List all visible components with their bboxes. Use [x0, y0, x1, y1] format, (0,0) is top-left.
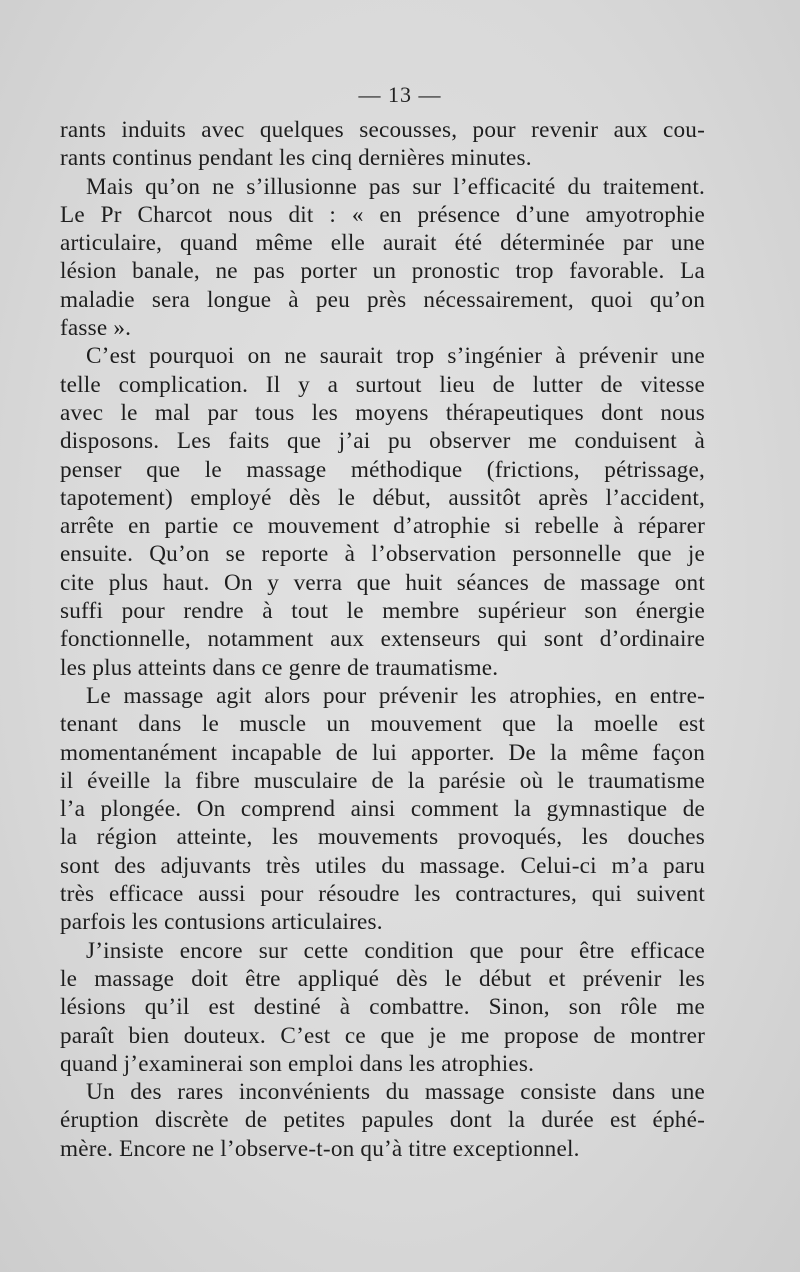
text-line: fonctionnelle, notamment aux extenseurs qui sont d’ordinaire — [60, 626, 705, 653]
text-line: fasse ». — [60, 315, 132, 342]
text-line: Un des rares inconvénients du massage consiste dans une — [86, 1079, 705, 1106]
text-line: les plus atteints dans ce genre de traumatisme. — [60, 654, 499, 681]
text-line: rants continus pendant les cinq dernières minutes. — [60, 145, 532, 172]
text-line: suffi pour rendre à tout le membre supérieur son énergie — [60, 598, 705, 625]
text-line: sont des adjuvants très utiles du massage. Celui-ci m’a paru — [60, 852, 705, 879]
text-line: tapotement) employé dès le début, aussitôt après l’accident, — [60, 484, 705, 511]
paragraph — [60, 116, 705, 173]
text-line: le massage doit être appliqué dès le début et prévenir les — [60, 965, 705, 992]
text-line: maladie sera longue à peu près nécessairement, quoi qu’on — [60, 286, 705, 313]
text-line: avec le mal par tous les moyens thérapeutiques dont nous — [60, 399, 705, 426]
text-line: Le Pr Charcot nous dit : « en présence d’une amyotrophie — [60, 201, 705, 228]
text-line: l’a plongée. On comprend ainsi comment la gymnastique de — [60, 796, 705, 823]
text-line: cite plus haut. On y verra que huit séances de massage ont — [60, 569, 705, 596]
text-line: éruption discrète de petites papules dont la durée est éphé- — [60, 1107, 705, 1134]
paragraph — [60, 173, 705, 343]
text-line: lésions qu’il est destiné à combattre. Sinon, son rôle me — [60, 994, 705, 1021]
text-line: la région atteinte, les mouvements provoqués, les douches — [60, 824, 705, 851]
paragraph — [60, 682, 705, 937]
text-line: rants induits avec quelques secousses, pour revenir aux cou- — [60, 117, 705, 143]
text-line: tenant dans le muscle un mouvement que la moelle est — [60, 711, 705, 738]
text-line: parfois les contusions articulaires. — [60, 909, 383, 936]
text-line: J’insiste encore sur cette condition que pour être efficace — [86, 937, 705, 964]
paragraph — [60, 937, 705, 1078]
text-line: telle complication. Il y a surtout lieu de lutter de vitesse — [60, 371, 705, 398]
text-line: très efficace aussi pour résoudre les contractures, qui suivent — [60, 881, 705, 908]
text-line: mère. Encore ne l’observe-t-on qu’à titre exceptionnel. — [60, 1135, 580, 1162]
text-line: momentanément incapable de lui apporter. De la même façon — [60, 739, 705, 766]
text-line: paraît bien douteux. C’est ce que je me propose de montrer — [60, 1022, 705, 1049]
text-line: quand j’examinerai son emploi dans les atrophies. — [60, 1050, 535, 1077]
page-number: — 13 — — [358, 82, 442, 107]
paragraph — [60, 1078, 705, 1163]
text-line: penser que le massage méthodique (frictions, pétrissage, — [60, 456, 705, 483]
paragraph — [60, 342, 705, 682]
text-line: C’est pourquoi on ne saurait trop s’ingénier à prévenir une — [86, 343, 705, 370]
text-line: arrête en partie ce mouvement d’atrophie si rebelle à réparer — [60, 513, 705, 540]
text-line: disposons. Les faits que j’ai pu observer me conduisent à — [60, 428, 705, 455]
text-line: Le massage agit alors pour prévenir les atrophies, en entre- — [86, 682, 705, 709]
text-line: ensuite. Qu’on se reporte à l’observation personnelle que je — [60, 541, 705, 568]
text-line: il éveille la fibre musculaire de la parésie où le traumatisme — [60, 767, 705, 794]
body-text — [60, 116, 705, 1163]
text-line: articulaire, quand même elle aurait été déterminée par une — [60, 230, 705, 257]
text-line: Mais qu’on ne s’illusionne pas sur l’efficacité du traitement. — [86, 173, 705, 200]
text-line: lésion banale, ne pas porter un pronostic trop favorable. La — [60, 258, 705, 285]
